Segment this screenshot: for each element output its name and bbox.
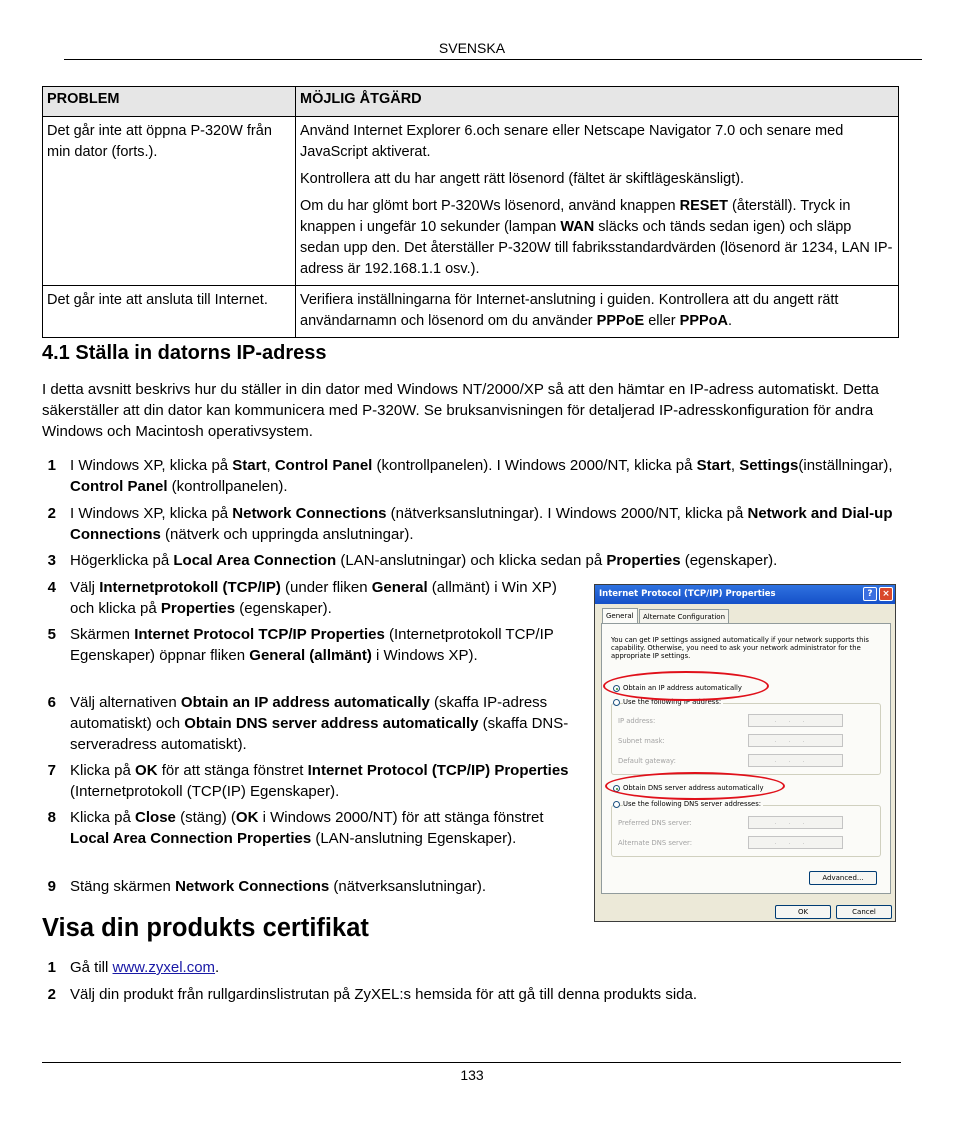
list-item-step-6: 6 Välj alternativen Obtain an IP address automatically (skaffa IP-adress automatiskt) och Obtain DNS server address automatically (skaffa DNS-serveradress automatiskt). (47, 694, 569, 753)
solution-cell: Verifiera inställningarna för Internet-anslutning i guiden. Kontrollera att du angett rätt användarnamn och lösenord om du använder PPPoE eller PPPoA. (296, 286, 899, 338)
ok-button[interactable]: OK (775, 905, 831, 919)
dialog-info-text: You can get IP settings assigned automatically if your network supports this capability. Otherwise, you need to ask your network administrator for the appropriate IP settings. (611, 636, 869, 660)
use-ip-radio[interactable] (613, 699, 620, 706)
troubleshooting-table (42, 86, 899, 338)
list-item-step-2: 2 I Windows XP, klicka på Network Connections (nätverksanslutningar). I Windows 2000/NT, klicka på Network and Dial-up Connections (nätverk och uppringda anslutningar). (47, 505, 893, 543)
preferred-dns-label: Preferred DNS server: (618, 819, 692, 827)
general-tab-panel (601, 623, 891, 894)
list-item-step-7: 7 Klicka på OK för att stänga fönstret Internet Protocol (TCP/IP) Properties (Internetprotokoll (TCP(IP) Egenskaper). (47, 762, 569, 800)
list-item-cert-2: 2 Välj din produkt från rullgardinslistrutan på ZyXEL:s hemsida för att gå till denna produkts sida. (47, 986, 697, 1003)
highlight-ellipse (603, 671, 769, 701)
page-number: 133 (460, 1067, 484, 1083)
default-gateway-label: Default gateway: (618, 757, 676, 765)
static-dns-group (611, 805, 881, 857)
table-row (43, 286, 899, 338)
solution-paragraph: Kontrollera att du har angett rätt lösenord (fältet är skiftlägeskänsligt). (300, 171, 745, 187)
use-dns-radio[interactable] (613, 801, 620, 808)
ip-address-label: IP address: (618, 717, 656, 725)
table-header-row (43, 87, 899, 117)
table-row (43, 117, 899, 286)
problem-cell: Det går inte att öppna P-320W från min dator (forts.). (43, 117, 296, 286)
page-header-language: SVENSKA (438, 40, 506, 56)
subnet-mask-label: Subnet mask: (618, 737, 665, 745)
certificate-heading: Visa din produkts certifikat (42, 914, 369, 942)
tab-general[interactable]: General (602, 608, 638, 624)
advanced-button[interactable]: Advanced... (809, 871, 877, 885)
cancel-button[interactable]: Cancel (836, 905, 892, 919)
list-item-step-1: 1 I Windows XP, klicka på Start, Control Panel (kontrollpanelen). I Windows 2000/NT, klicka på Start, Settings(inställningar), Control Panel (kontrollpanelen). (47, 457, 893, 495)
close-icon[interactable]: × (879, 587, 893, 601)
tab-alternate-configuration[interactable]: Alternate Configuration (639, 609, 729, 623)
list-item-step-5: 5 Skärmen Internet Protocol TCP/IP Properties (Internetprotokoll TCP/IP Egenskaper) öppnar fliken General (allmänt) i Windows XP). (47, 626, 554, 664)
alternate-dns-input[interactable]: ... (748, 836, 843, 849)
obtain-dns-label: Obtain DNS server address automatically (623, 784, 764, 792)
header-divider (64, 59, 922, 60)
use-ip-label: Use the following IP address: (623, 698, 722, 706)
preferred-dns-input[interactable]: ... (748, 816, 843, 829)
list-item-step-8: 8 Klicka på Close (stäng) (OK i Windows 2000/NT) för att stänga fönstret Local Area Connection Properties (LAN-anslutning Egenskaper). (47, 809, 544, 847)
solution-paragraph: Om du har glömt bort P-320Ws lösenord, använd knappen RESET (återställ). Tryck in knappen i ungefär 10 sekunder (lampan WAN släcks och tänds sedan igen) och släpp sedan upp den. Det återställer P-320W till fabriksstandardvärden (lösenord är 1234, LAN IP-adress är 192.168.1.1 osv.). (300, 198, 893, 277)
default-gateway-input[interactable]: ... (748, 754, 843, 767)
footer-divider (42, 1062, 901, 1063)
problem-cell: Det går inte att ansluta till Internet. (43, 286, 296, 338)
use-dns-label: Use the following DNS server addresses: (623, 800, 762, 808)
section-heading: 4.1 Ställa in datorns IP-adress (42, 342, 327, 364)
subnet-mask-input[interactable]: ... (748, 734, 843, 747)
zyxel-link[interactable]: www.zyxel.com (112, 959, 216, 976)
solution-cell (296, 117, 899, 286)
column-header-problem: PROBLEM (43, 87, 296, 117)
list-item-step-4: 4 Välj Internetprotokoll (TCP/IP) (under fliken General (allmänt) i Win XP) och klicka på Properties (egenskaper). (47, 579, 557, 617)
list-item-step-3: 3 Högerklicka på Local Area Connection (LAN-anslutningar) och klicka sedan på Properties (egenskaper). (47, 552, 778, 569)
obtain-ip-label: Obtain an IP address automatically (623, 684, 742, 692)
alternate-dns-label: Alternate DNS server: (618, 839, 693, 847)
ip-address-input[interactable]: ... (748, 714, 843, 727)
highlight-ellipse (605, 772, 785, 800)
dialog-title-bar: Internet Protocol (TCP/IP) Properties (595, 585, 895, 604)
list-item-cert-1: 1 Gå till www.zyxel.com. (47, 959, 220, 976)
list-item-step-9: 9 Stäng skärmen Network Connections (nätverksanslutningar). (47, 878, 486, 895)
column-header-solution: MÖJLIG ÅTGÄRD (296, 87, 899, 117)
solution-paragraph: Använd Internet Explorer 6.och senare eller Netscape Navigator 7.0 och senare med JavaScript aktiverat. (300, 123, 844, 160)
section-intro: I detta avsnitt beskrivs hur du ställer in din dator med Windows NT/2000/XP så att den hämtar en IP-adress automatiskt. Detta säkerställer att din dator kan kommunicera med P-320W. Se bruksanvisningen för detaljerad IP-adresskonfiguration för andra Windows och Macintosh operativsystem. (42, 381, 879, 440)
help-icon[interactable]: ? (863, 587, 877, 601)
tcpip-properties-dialog-screenshot (594, 584, 896, 922)
